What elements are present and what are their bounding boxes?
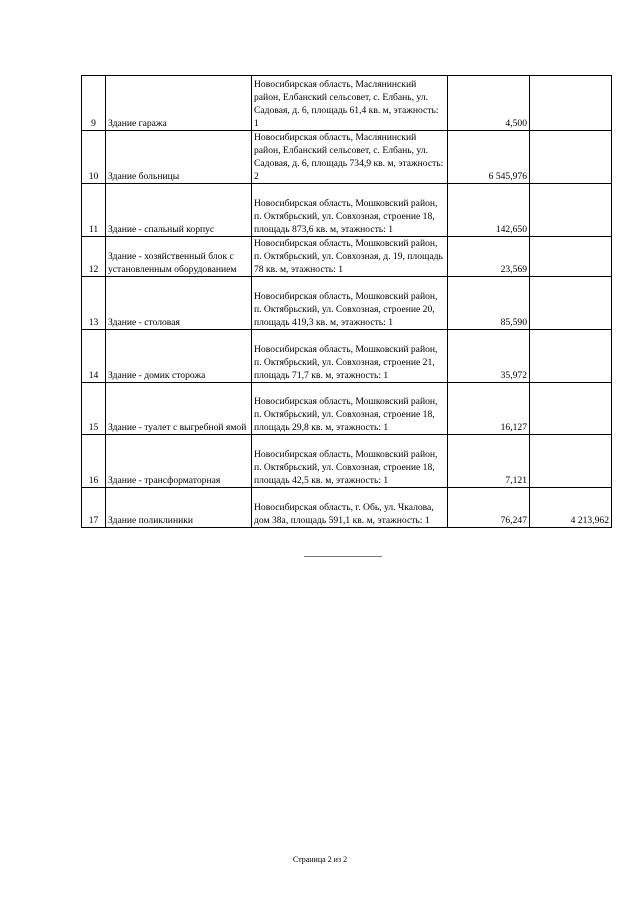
row-number: 12 (82, 237, 106, 277)
property-table (81, 75, 612, 528)
object-name: Здание - туалет с выгребной ямой (106, 383, 252, 435)
object-name: Здание - столовая (106, 277, 252, 330)
row-number: 10 (82, 131, 106, 184)
object-address: Новосибирская область, г. Обь, ул. Чкалова, дом 38а, площадь 591,1 кв. м, этажность: 1 (252, 488, 448, 528)
row-number: 9 (82, 76, 106, 131)
value-cell: 6 545,976 (448, 131, 530, 184)
table-row (82, 435, 612, 488)
total-cell (530, 237, 612, 277)
table-row (82, 184, 612, 237)
object-name: Здание - хозяйственный блок с установленным оборудованием (106, 237, 252, 277)
object-address: Новосибирская область, Мошковский район, п. Октябрьский, ул. Совхозная, д. 19, площадь 78 кв. м, этажность: 1 (252, 237, 448, 277)
object-name: Здание - трансформаторная (106, 435, 252, 488)
object-name: Здание - спальный корпус (106, 184, 252, 237)
table-row (82, 330, 612, 383)
row-number: 16 (82, 435, 106, 488)
total-cell: 4 213,962 (530, 488, 612, 528)
object-name: Здание - домик сторожа (106, 330, 252, 383)
table-row (82, 76, 612, 131)
total-cell (530, 277, 612, 330)
table-row (82, 383, 612, 435)
value-cell: 76,247 (448, 488, 530, 528)
object-address: Новосибирская область, Мошковский район, п. Октябрьский, ул. Совхозная, строение 18, площадь 873,6 кв. м, этажность: 1 (252, 184, 448, 237)
value-cell: 85,590 (448, 277, 530, 330)
object-name: Здание больницы (106, 131, 252, 184)
object-address: Новосибирская область, Маслянинский район, Елбанский сельсовет, с. Елбань, ул. Садовая, д. 6, площадь 734,9 кв. м, этажность: 2 (252, 131, 448, 184)
row-number: 17 (82, 488, 106, 528)
total-cell (530, 131, 612, 184)
total-cell (530, 76, 612, 131)
object-address: Новосибирская область, Мошковский район, п. Октябрьский, ул. Совхозная, строение 20, площадь 419,3 кв. м, этажность: 1 (252, 277, 448, 330)
row-number: 14 (82, 330, 106, 383)
object-name: Здание гаража (106, 76, 252, 131)
object-address: Новосибирская область, Маслянинский район, Елбанский сельсовет, с. Елбань, ул. Садовая, д. 6, площадь 61,4 кв. м, этажность: 1 (252, 76, 448, 131)
object-address: Новосибирская область, Мошковский район, п. Октябрьский, ул. Совхозная, строение 18, площадь 29,8 кв. м, этажность: 1 (252, 383, 448, 435)
value-cell: 4,500 (448, 76, 530, 131)
total-cell (530, 184, 612, 237)
row-number: 13 (82, 277, 106, 330)
object-name: Здание поликлиники (106, 488, 252, 528)
total-cell (530, 383, 612, 435)
row-number: 11 (82, 184, 106, 237)
table-row (82, 488, 612, 528)
table-row (82, 237, 612, 277)
value-cell: 16,127 (448, 383, 530, 435)
object-address: Новосибирская область, Мошковский район, п. Октябрьский, ул. Совхозная, строение 21, площадь 71,7 кв. м, этажность: 1 (252, 330, 448, 383)
page-number: Страница 2 из 2 (292, 855, 348, 864)
value-cell: 35,972 (448, 330, 530, 383)
value-cell: 142,650 (448, 184, 530, 237)
row-number: 15 (82, 383, 106, 435)
total-cell (530, 435, 612, 488)
table-row (82, 131, 612, 184)
value-cell: 23,569 (448, 237, 530, 277)
value-cell: 7,121 (448, 435, 530, 488)
object-address: Новосибирская область, Мошковский район, п. Октябрьский, ул. Совхозная, строение 18, площадь 42,5 кв. м, этажность: 1 (252, 435, 448, 488)
total-cell (530, 330, 612, 383)
table-row (82, 277, 612, 330)
separator-line (304, 556, 382, 557)
